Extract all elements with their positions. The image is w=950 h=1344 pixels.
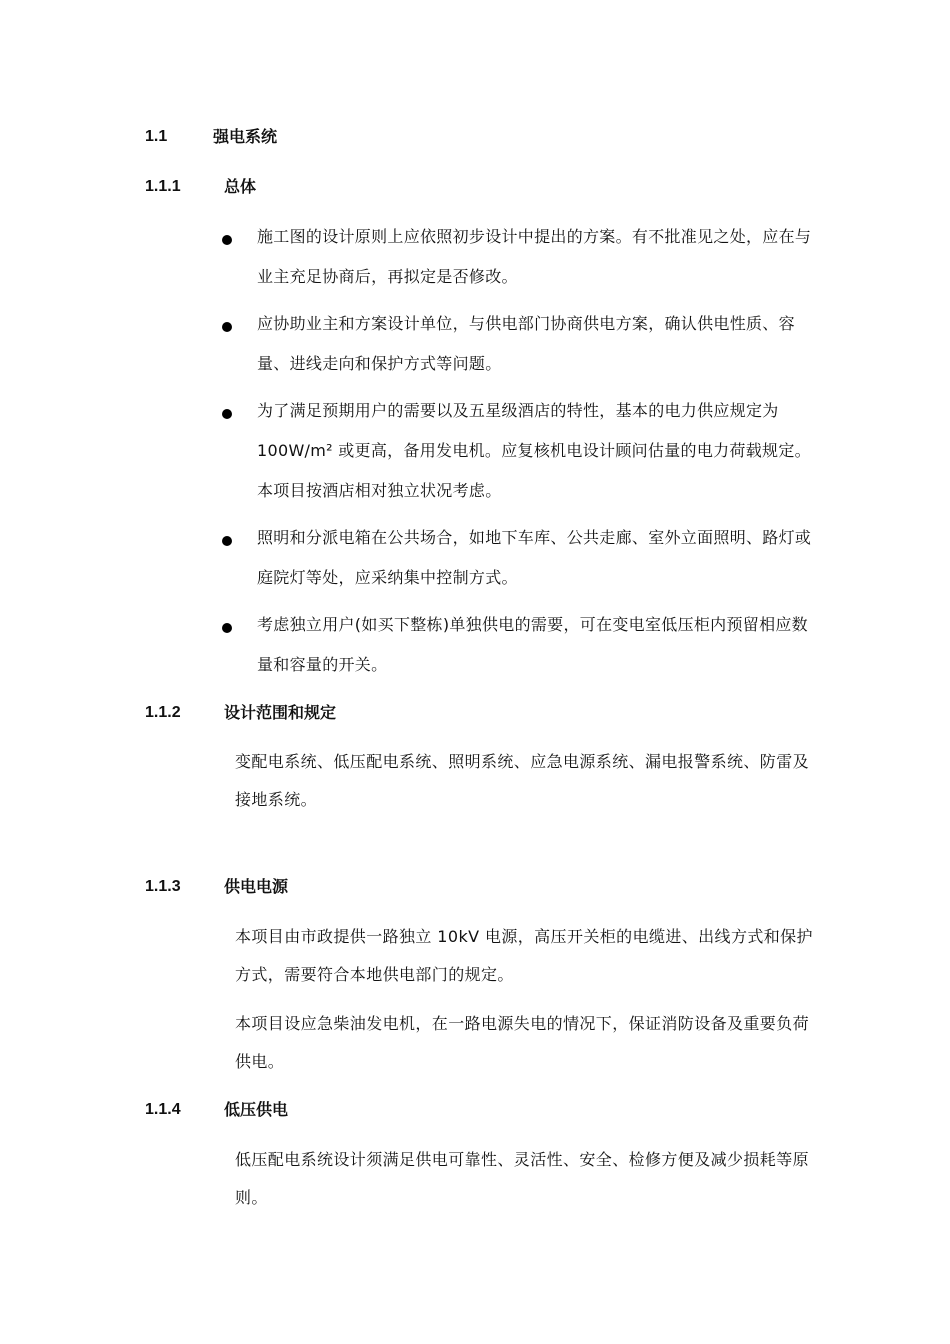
heading-number: 1.1 [145, 128, 168, 145]
heading-title: 总体 [224, 177, 257, 196]
heading-1-1 [145, 127, 445, 147]
heading-1-1-1 [145, 177, 445, 197]
bullet-icon [222, 235, 232, 245]
bullet-icon [222, 536, 232, 546]
bullet-icon [222, 322, 232, 332]
bullet-item [222, 401, 822, 501]
heading-1-1-3 [145, 877, 445, 897]
bullet-text: 为了满足预期用户的需要以及五星级酒店的特性，基本的电力供应规定为 100W/m² 或更高，备用发电机。应复核机电设计顾问估量的电力荷载规定。本项目按酒店相对独立状况考虑。 [257, 401, 811, 500]
heading-number: 1.1.4 [145, 1101, 181, 1118]
bullet-icon [222, 409, 232, 419]
bullet-item [222, 314, 822, 374]
heading-1-1-2 [145, 703, 445, 723]
heading-title: 强电系统 [213, 127, 278, 146]
paragraph: 本项目设应急柴油发电机，在一路电源失电的情况下，保证消防设备及重要负荷供电。 [235, 1014, 810, 1071]
bullet-item [222, 615, 822, 675]
bullet-text: 施工图的设计原则上应依照初步设计中提出的方案。有不批准见之处，应在与业主充足协商后，再拟定是否修改。 [257, 227, 812, 286]
heading-number: 1.1.3 [145, 878, 181, 895]
heading-title: 设计范围和规定 [224, 703, 337, 722]
bullet-icon [222, 623, 232, 633]
bullet-text: 应协助业主和方案设计单位，与供电部门协商供电方案，确认供电性质、容量、进线走向和保护方式等问题。 [257, 314, 795, 373]
bullet-item [222, 227, 822, 287]
paragraph: 本项目由市政提供一路独立 10kV 电源，高压开关柜的电缆进、出线方式和保护方式，需要符合本地供电部门的规定。 [235, 927, 813, 984]
bullet-text: 考虑独立用户(如买下整栋)单独供电的需要，可在变电室低压柜内预留相应数量和容量的开关。 [257, 615, 808, 674]
heading-1-1-4 [145, 1100, 445, 1120]
paragraph: 低压配电系统设计须满足供电可靠性、灵活性、安全、检修方便及减少损耗等原则。 [235, 1150, 810, 1207]
bullet-text: 照明和分派电箱在公共场合，如地下车库、公共走廊、室外立面照明、路灯或庭院灯等处，应采纳集中控制方式。 [257, 528, 812, 587]
bullet-item [222, 528, 822, 588]
heading-title: 供电电源 [224, 877, 289, 896]
heading-title: 低压供电 [224, 1100, 289, 1119]
paragraph: 变配电系统、低压配电系统、照明系统、应急电源系统、漏电报警系统、防雷及接地系统。 [235, 752, 810, 809]
heading-number: 1.1.1 [145, 178, 181, 195]
heading-number: 1.1.2 [145, 704, 181, 721]
